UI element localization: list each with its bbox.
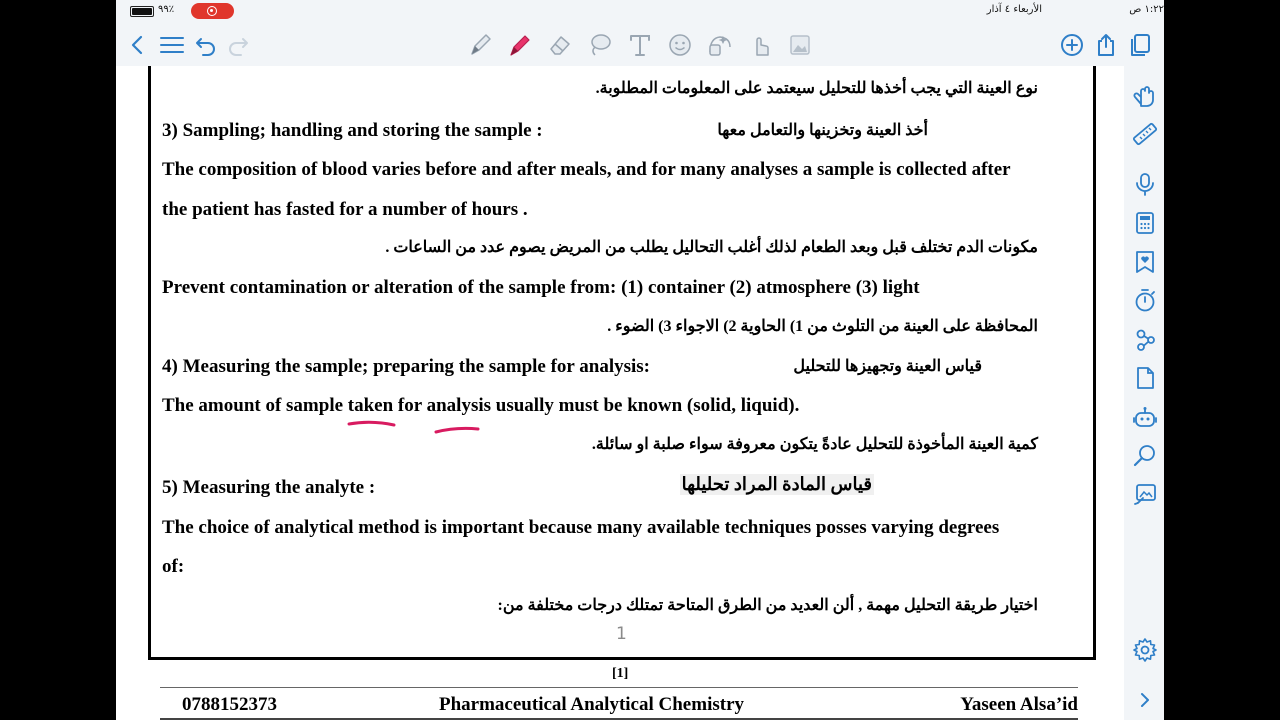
text-line-en-7: of: — [162, 556, 185, 577]
text-line-ar-4: كمية العينة المأخوذة للتحليل عادةً يتكون معروفة سواء صلبة او سائلة. — [591, 436, 1038, 453]
image-icon[interactable] — [786, 31, 814, 59]
pen-annotation-underline — [346, 418, 486, 438]
calculator-icon[interactable] — [1131, 209, 1159, 237]
screen-recording-icon[interactable] — [191, 3, 234, 19]
text-line-ar-5: اختيار طريقة التحليل مهمة , ألن العديد من الطرق المتاحة تمتلك درجات مختلفة من: — [497, 597, 1038, 614]
toolbar — [116, 22, 1164, 66]
text-icon[interactable] — [626, 31, 654, 59]
text-line-en-4: Prevent contamination or alteration of the sample from: (1) container (2) atmosphere (3) light — [162, 277, 920, 298]
highlighter-icon[interactable] — [506, 31, 534, 59]
status-bar — [116, 0, 1164, 22]
text-line-en-6: The choice of analytical method is important because many available techniques posses varying degrees — [162, 517, 1000, 538]
section-heading-measuring-sample-ar: قياس العينة وتجهيزها للتحليل — [793, 358, 982, 375]
bookmark-heart-icon[interactable] — [1131, 248, 1159, 276]
back-chevron-icon[interactable] — [124, 31, 152, 59]
text-line-en-5: The amount of sample taken for analysis usually must be known (solid, liquid). — [162, 395, 800, 416]
section-heading-measuring-analyte-ar: قياس المادة المراد تحليلها — [681, 474, 872, 494]
status-date: الأربعاء ٤ آذار — [986, 4, 1042, 15]
section-heading-sampling: 3) Sampling; handling and storing the sample : — [162, 120, 543, 141]
ghost-page-number: 1 — [616, 624, 627, 644]
ruler-icon[interactable] — [1131, 120, 1159, 148]
sticker-icon[interactable] — [666, 31, 694, 59]
notes-app — [116, 0, 1164, 720]
eraser-icon[interactable] — [546, 31, 574, 59]
footer-divider — [160, 687, 1078, 688]
robot-icon[interactable] — [1131, 404, 1159, 432]
page-number: [1] — [612, 666, 629, 681]
add-icon[interactable] — [1058, 31, 1086, 59]
timer-icon[interactable] — [1131, 286, 1159, 314]
text-line-en-3: the patient has fasted for a number of hours . — [162, 199, 528, 220]
hand-icon[interactable] — [1131, 82, 1159, 110]
hand-pointer-icon[interactable] — [746, 31, 774, 59]
chevron-right-icon[interactable] — [1131, 686, 1159, 714]
settings-icon[interactable] — [1131, 636, 1159, 664]
battery-icon — [130, 6, 154, 17]
document-page[interactable] — [116, 66, 1124, 720]
text-line-ar-2: مكونات الدم تختلف قبل وبعد الطعام لذلك أغلب التحاليل يطلب من المريض يصوم عدد من الساعات . — [385, 239, 1038, 256]
pen-icon[interactable] — [466, 31, 494, 59]
section-heading-measuring-analyte: 5) Measuring the analyte : — [162, 477, 376, 498]
document-icon[interactable] — [1131, 364, 1159, 392]
microphone-icon[interactable] — [1131, 170, 1159, 198]
battery-percent: ٩٩٪ — [158, 4, 175, 15]
share-nodes-icon[interactable] — [1131, 326, 1159, 354]
text-line-ar-3: المحافظة على العينة من التلوث من 1) الحاوية 2) الاجواء 3) الضوء . — [607, 318, 1038, 335]
footer-phone: 0788152373 — [182, 694, 277, 715]
text-line-en-2: The composition of blood varies before and after meals, and for many analyses a sample is collected after — [162, 159, 1011, 180]
section-heading-measuring-sample: 4) Measuring the sample; preparing the sample for analysis: — [162, 356, 651, 377]
section-heading-sampling-ar: أخذ العينة وتخزينها والتعامل معها — [717, 122, 928, 139]
search-icon[interactable] — [1131, 442, 1159, 470]
footer-author: Yaseen Alsa’id — [960, 694, 1078, 715]
right-sidebar — [1124, 66, 1164, 720]
list-icon[interactable] — [158, 31, 186, 59]
text-line-ar-1: نوع العينة التي يجب أخذها للتحليل سيعتمد على المعلومات المطلوبة. — [595, 80, 1038, 97]
redo-icon[interactable] — [224, 31, 252, 59]
lasso-icon[interactable] — [586, 31, 614, 59]
undo-icon[interactable] — [192, 31, 220, 59]
share-icon[interactable] — [1092, 31, 1120, 59]
image-search-icon[interactable] — [706, 31, 734, 59]
image-edit-icon[interactable] — [1131, 480, 1159, 508]
pages-icon[interactable] — [1126, 31, 1154, 59]
status-time: ١:٢٢ ص — [1129, 4, 1164, 15]
footer-title: Pharmaceutical Analytical Chemistry — [439, 694, 745, 715]
